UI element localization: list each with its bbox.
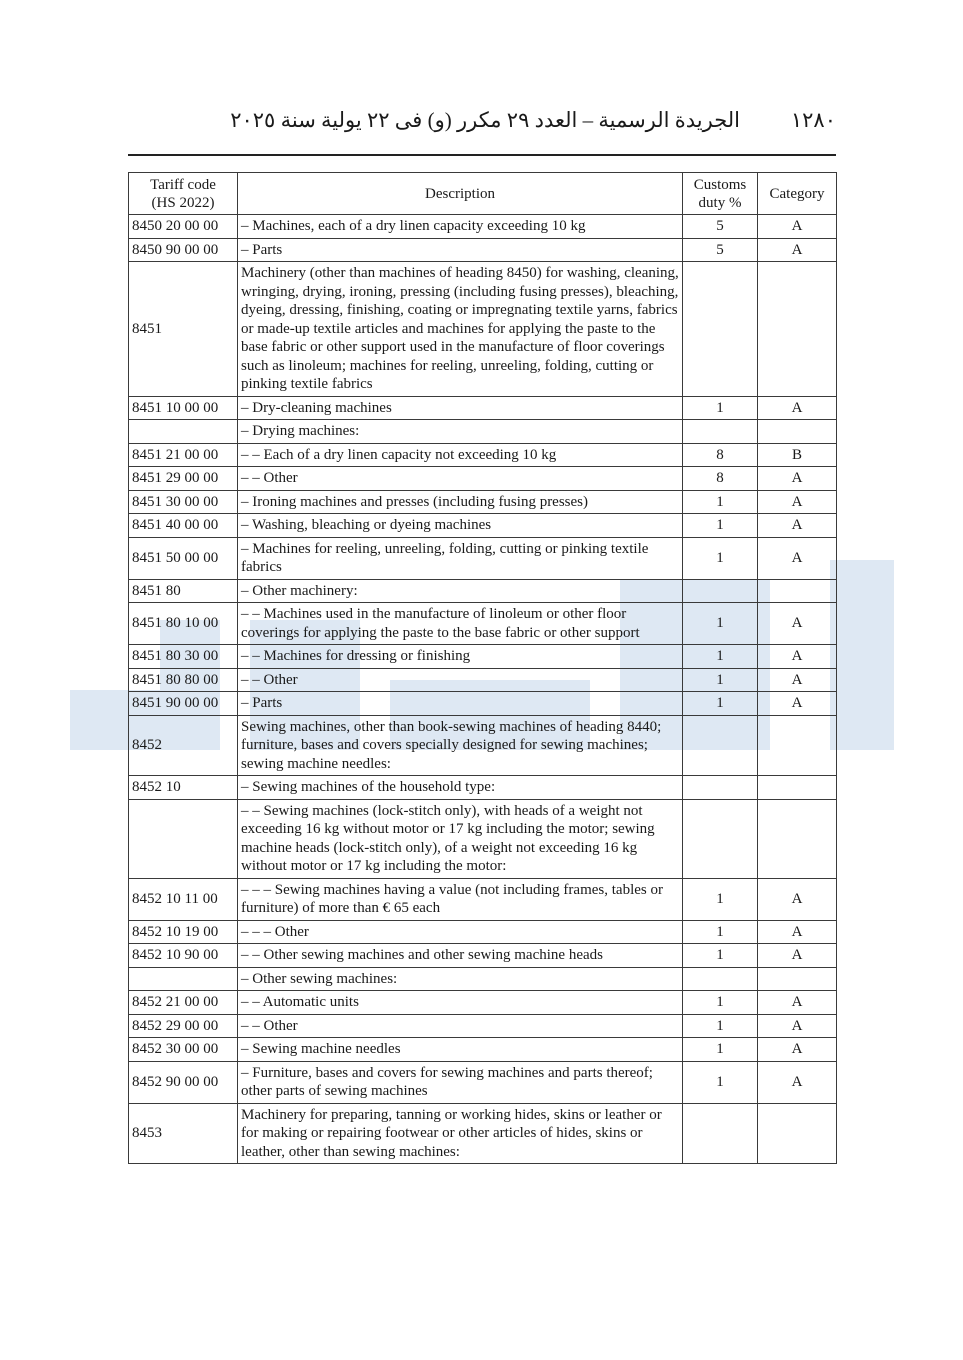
table-row bbox=[129, 920, 837, 944]
description-cell: – – Machines for dressing or finishing bbox=[238, 645, 683, 669]
gazette-title: الجريدة الرسمية – العدد ٢٩ مكرر (و) فى ٢٢ يولية سنة ٢٠٢٥ bbox=[230, 108, 740, 132]
table-row bbox=[129, 514, 837, 538]
customs-duty-cell: 1 bbox=[683, 878, 758, 920]
category-cell: A bbox=[758, 878, 837, 920]
table-row bbox=[129, 944, 837, 968]
category-cell: A bbox=[758, 603, 837, 645]
category-cell bbox=[758, 967, 837, 991]
category-cell: A bbox=[758, 1014, 837, 1038]
customs-duty-cell bbox=[683, 579, 758, 603]
description-cell: Sewing machines, other than book-sewing machines of heading 8440; furniture, bases and covers specially designed for sewing machines; sewing machine needles: bbox=[238, 715, 683, 776]
category-cell bbox=[758, 420, 837, 444]
category-cell: A bbox=[758, 692, 837, 716]
tariff-code-cell: 8450 90 00 00 bbox=[129, 238, 238, 262]
category-cell: A bbox=[758, 1061, 837, 1103]
description-cell: – – Other sewing machines and other sewing machine heads bbox=[238, 944, 683, 968]
tariff-code-cell: 8452 30 00 00 bbox=[129, 1038, 238, 1062]
customs-duty-cell: 1 bbox=[683, 396, 758, 420]
customs-duty-cell bbox=[683, 262, 758, 397]
category-cell: B bbox=[758, 443, 837, 467]
table-row bbox=[129, 396, 837, 420]
table-row bbox=[129, 1038, 837, 1062]
column-header-description: Description bbox=[238, 173, 683, 215]
description-cell: Machinery for preparing, tanning or working hides, skins or leather or for making or repairing footwear or other articles of hides, skins or leather, other than sewing machines: bbox=[238, 1103, 683, 1164]
table-row bbox=[129, 799, 837, 878]
tariff-code-header-line2: (HS 2022) bbox=[151, 194, 215, 211]
tariff-code-cell: 8451 30 00 00 bbox=[129, 490, 238, 514]
table-row bbox=[129, 537, 837, 579]
description-cell: – Furniture, bases and covers for sewing machines and parts thereof; other parts of sewing machines bbox=[238, 1061, 683, 1103]
tariff-code-cell: 8452 21 00 00 bbox=[129, 991, 238, 1015]
customs-duty-cell bbox=[683, 1103, 758, 1164]
table-row bbox=[129, 420, 837, 444]
tariff-code-cell: 8452 10 19 00 bbox=[129, 920, 238, 944]
tariff-code-cell: 8451 80 bbox=[129, 579, 238, 603]
description-cell: – Sewing machines of the household type: bbox=[238, 776, 683, 800]
customs-duty-cell: 5 bbox=[683, 238, 758, 262]
tariff-code-cell: 8451 40 00 00 bbox=[129, 514, 238, 538]
customs-duty-header-line2: duty % bbox=[698, 194, 742, 211]
tariff-code-cell: 8451 29 00 00 bbox=[129, 467, 238, 491]
category-cell: A bbox=[758, 944, 837, 968]
table-row bbox=[129, 668, 837, 692]
table-row bbox=[129, 878, 837, 920]
customs-duty-cell: 8 bbox=[683, 443, 758, 467]
table-row bbox=[129, 1103, 837, 1164]
table-row bbox=[129, 991, 837, 1015]
tariff-table bbox=[128, 172, 837, 1164]
tariff-code-cell: 8451 bbox=[129, 262, 238, 397]
tariff-code-cell: 8451 90 00 00 bbox=[129, 692, 238, 716]
category-cell bbox=[758, 776, 837, 800]
description-cell: – – Other bbox=[238, 467, 683, 491]
column-header-category: Category bbox=[758, 173, 837, 215]
customs-duty-cell: 1 bbox=[683, 490, 758, 514]
category-cell bbox=[758, 1103, 837, 1164]
description-cell: – Parts bbox=[238, 238, 683, 262]
description-cell: Machinery (other than machines of heading 8450) for washing, cleaning, wringing, drying, ironing, pressing (including fusing presses), bleaching, dyeing, dressing, finishing, coating or impregnating textile yarns, fabrics or made-up textile articles and machines for applying the paste to the base fabric or other support used in the manufacture of floor coverings such as linoleum; machines for reeling, unreeling, folding, cutting or pinking textile fabrics bbox=[238, 262, 683, 397]
table-row bbox=[129, 467, 837, 491]
category-cell: A bbox=[758, 645, 837, 669]
tariff-code-cell: 8452 90 00 00 bbox=[129, 1061, 238, 1103]
table-row bbox=[129, 603, 837, 645]
category-cell: A bbox=[758, 514, 837, 538]
table-row bbox=[129, 579, 837, 603]
customs-duty-cell: 5 bbox=[683, 215, 758, 239]
table-row bbox=[129, 967, 837, 991]
description-cell: – – Sewing machines (lock-stitch only), with heads of a weight not exceeding 16 kg without motor or 17 kg including the motor; sewing machine heads (lock-stitch only), of a weight not exceeding 16 kg without motor or 17 kg including the motor: bbox=[238, 799, 683, 878]
category-cell: A bbox=[758, 668, 837, 692]
tariff-code-cell: 8451 21 00 00 bbox=[129, 443, 238, 467]
description-cell: – Machines, each of a dry linen capacity exceeding 10 kg bbox=[238, 215, 683, 239]
customs-duty-cell: 8 bbox=[683, 467, 758, 491]
table-row bbox=[129, 215, 837, 239]
description-cell: – – Each of a dry linen capacity not exceeding 10 kg bbox=[238, 443, 683, 467]
description-cell: – Washing, bleaching or dyeing machines bbox=[238, 514, 683, 538]
category-cell bbox=[758, 262, 837, 397]
customs-duty-cell: 1 bbox=[683, 944, 758, 968]
customs-duty-cell: 1 bbox=[683, 668, 758, 692]
header-divider bbox=[128, 154, 836, 156]
table-row bbox=[129, 715, 837, 776]
tariff-code-cell: 8452 29 00 00 bbox=[129, 1014, 238, 1038]
description-cell: – Machines for reeling, unreeling, folding, cutting or pinking textile fabrics bbox=[238, 537, 683, 579]
description-cell: – – – Sewing machines having a value (not including frames, tables or furniture) of more than € 65 each bbox=[238, 878, 683, 920]
category-cell: A bbox=[758, 490, 837, 514]
customs-duty-cell: 1 bbox=[683, 991, 758, 1015]
description-cell: – Drying machines: bbox=[238, 420, 683, 444]
customs-duty-cell: 1 bbox=[683, 1038, 758, 1062]
page-header bbox=[128, 100, 836, 144]
description-cell: – Parts bbox=[238, 692, 683, 716]
tariff-code-cell: 8452 bbox=[129, 715, 238, 776]
tariff-code-cell: 8451 50 00 00 bbox=[129, 537, 238, 579]
customs-duty-cell: 1 bbox=[683, 920, 758, 944]
customs-duty-cell: 1 bbox=[683, 1014, 758, 1038]
customs-duty-cell bbox=[683, 420, 758, 444]
category-cell: A bbox=[758, 396, 837, 420]
category-cell: A bbox=[758, 1038, 837, 1062]
description-cell: – – Other bbox=[238, 668, 683, 692]
description-cell: – – – Other bbox=[238, 920, 683, 944]
description-cell: – Other machinery: bbox=[238, 579, 683, 603]
table-row bbox=[129, 1061, 837, 1103]
customs-duty-cell: 1 bbox=[683, 645, 758, 669]
customs-duty-cell bbox=[683, 776, 758, 800]
table-row bbox=[129, 262, 837, 397]
customs-duty-cell bbox=[683, 715, 758, 776]
customs-duty-cell: 1 bbox=[683, 514, 758, 538]
category-cell bbox=[758, 799, 837, 878]
category-cell: A bbox=[758, 991, 837, 1015]
table-row bbox=[129, 1014, 837, 1038]
customs-duty-cell: 1 bbox=[683, 692, 758, 716]
customs-duty-cell: 1 bbox=[683, 603, 758, 645]
tariff-table-header bbox=[129, 173, 837, 215]
table-row bbox=[129, 692, 837, 716]
category-cell: A bbox=[758, 238, 837, 262]
table-row bbox=[129, 238, 837, 262]
category-cell bbox=[758, 715, 837, 776]
tariff-code-cell: 8451 80 10 00 bbox=[129, 603, 238, 645]
customs-duty-cell bbox=[683, 799, 758, 878]
category-cell: A bbox=[758, 920, 837, 944]
tariff-code-cell: 8452 10 90 00 bbox=[129, 944, 238, 968]
description-cell: – – Automatic units bbox=[238, 991, 683, 1015]
customs-duty-cell bbox=[683, 967, 758, 991]
table-row bbox=[129, 443, 837, 467]
tariff-code-cell: 8451 10 00 00 bbox=[129, 396, 238, 420]
tariff-code-cell: 8452 10 bbox=[129, 776, 238, 800]
tariff-table-body bbox=[129, 215, 837, 1164]
customs-duty-cell: 1 bbox=[683, 1061, 758, 1103]
table-row bbox=[129, 490, 837, 514]
tariff-code-cell: 8453 bbox=[129, 1103, 238, 1164]
tariff-code-header-line1: Tariff code bbox=[150, 176, 216, 193]
tariff-code-cell bbox=[129, 799, 238, 878]
column-header-tariff-code bbox=[129, 173, 238, 215]
column-header-customs-duty bbox=[683, 173, 758, 215]
description-cell: – Dry-cleaning machines bbox=[238, 396, 683, 420]
description-cell: – Ironing machines and presses (including fusing presses) bbox=[238, 490, 683, 514]
customs-duty-cell: 1 bbox=[683, 537, 758, 579]
category-cell: A bbox=[758, 467, 837, 491]
category-cell: A bbox=[758, 537, 837, 579]
customs-duty-header-line1: Customs bbox=[693, 176, 747, 193]
tariff-code-cell: 8451 80 80 00 bbox=[129, 668, 238, 692]
page-number: ١٢٨٠ bbox=[790, 108, 836, 132]
category-cell bbox=[758, 579, 837, 603]
tariff-code-cell: 8452 10 11 00 bbox=[129, 878, 238, 920]
table-row bbox=[129, 645, 837, 669]
category-cell: A bbox=[758, 215, 837, 239]
table-row bbox=[129, 776, 837, 800]
tariff-code-cell: 8451 80 30 00 bbox=[129, 645, 238, 669]
description-cell: – – Machines used in the manufacture of linoleum or other floor coverings for applying the paste to the base fabric or other support bbox=[238, 603, 683, 645]
description-cell: – Other sewing machines: bbox=[238, 967, 683, 991]
tariff-code-cell bbox=[129, 420, 238, 444]
tariff-code-cell bbox=[129, 967, 238, 991]
description-cell: – – Other bbox=[238, 1014, 683, 1038]
description-cell: – Sewing machine needles bbox=[238, 1038, 683, 1062]
tariff-code-cell: 8450 20 00 00 bbox=[129, 215, 238, 239]
